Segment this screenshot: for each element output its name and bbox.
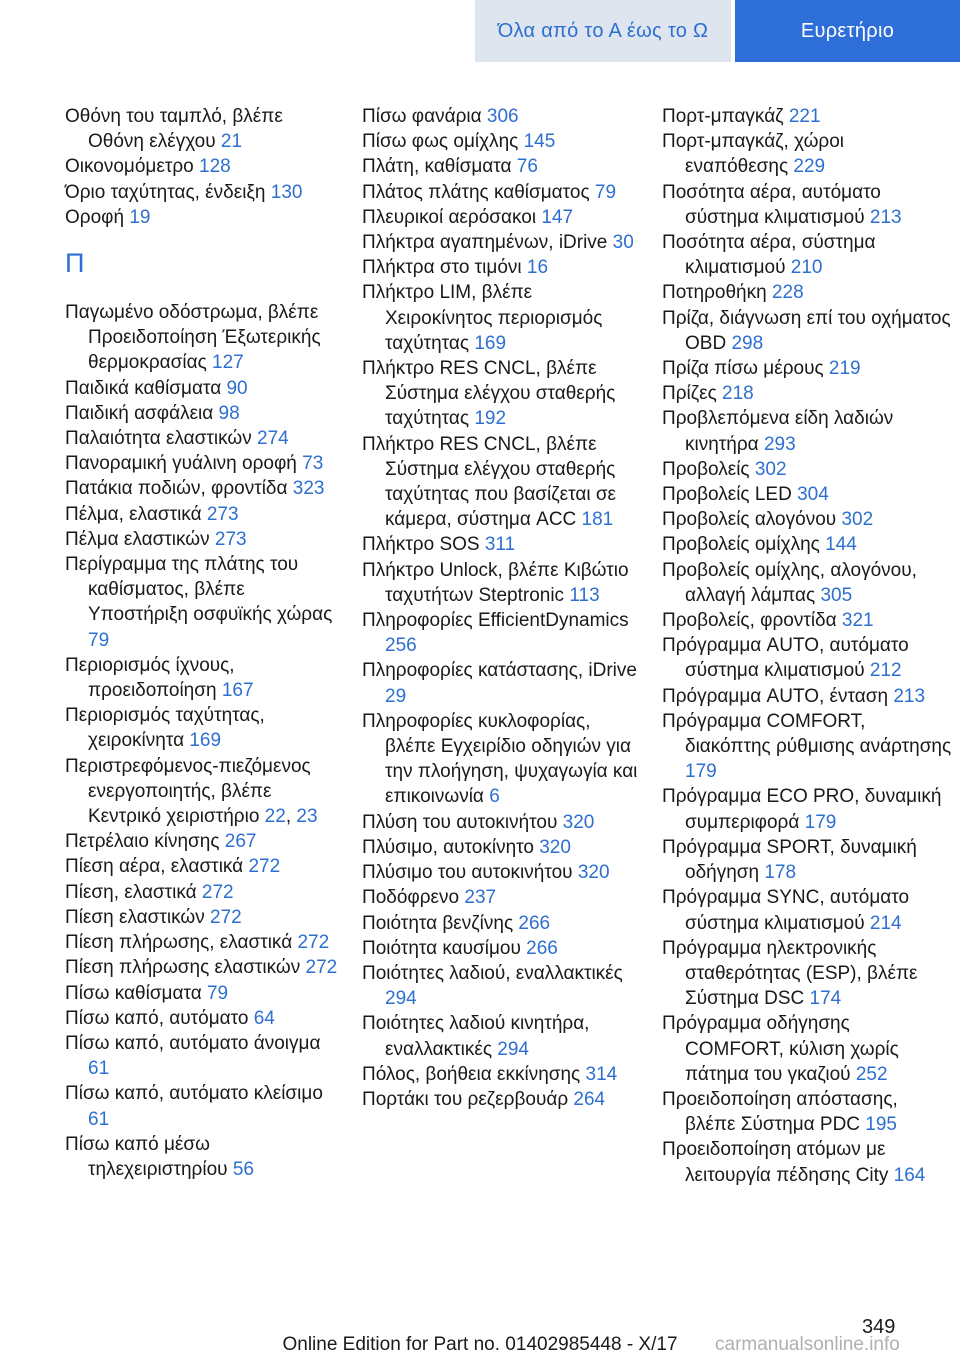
page-link[interactable]: 30 (612, 232, 634, 254)
entry-term: Πίσω καπό, αυτόματο κλείσιμο (65, 1083, 323, 1105)
entry-term: Πορτάκι του ρεζερβουάρ (362, 1088, 574, 1110)
index-entry (362, 230, 642, 255)
page-link[interactable]: 272 (248, 856, 281, 878)
index-entry (65, 1081, 343, 1131)
entry-term: Πλύσιμο, αυτοκίνητο (362, 836, 540, 858)
page-link[interactable]: 302 (754, 458, 787, 480)
entry-term: Ποδόφρενο (362, 887, 465, 909)
entry-term: Πανοραμική γυάλινη οροφή (65, 453, 303, 475)
page-link[interactable]: 174 (809, 988, 842, 1010)
index-entry (662, 936, 952, 1012)
index-entry (65, 1006, 343, 1031)
entry-term: Πίσω καπό, αυτόματο (65, 1007, 254, 1029)
entry-term: Οθόνη του ταμπλό, βλέπε Οθόνη ελέγχου (65, 106, 283, 153)
entry-term: Πορτ-μπαγκάζ, χώροι εναπόθεσης (662, 131, 845, 178)
index-entry (65, 880, 343, 905)
entry-term: Πρόγραμμα AUTO, ένταση (662, 685, 894, 707)
page-link[interactable]: 23 (296, 806, 318, 828)
page-link[interactable]: 320 (577, 862, 610, 884)
index-entry (362, 558, 642, 608)
entry-term: Προειδοποίηση ατόμων με λειτουργία πέδησης City (662, 1139, 894, 1186)
page-link[interactable]: 221 (788, 106, 821, 127)
index-entry (362, 936, 642, 961)
page-link[interactable]: 305 (820, 584, 853, 606)
entry-term: Πέλμα, ελαστικά (65, 503, 207, 525)
entry-term: Πρόγραμμα AUTO, αυτόματο σύστημα κλιματισμού (662, 635, 909, 682)
page-link[interactable]: 272 (201, 881, 234, 903)
entry-term: Πλάτος πλάτης καθίσματος (362, 181, 595, 203)
index-entry (362, 532, 642, 557)
footer-edition: Online Edition for Part no. 01402985448 - X/17 (282, 1334, 678, 1355)
entry-term: Πλήκτρο Unlock, βλέπε Κιβώτιο ταχυτήτων Steptronic (362, 559, 629, 606)
entry-term: Πρίζες (662, 383, 723, 405)
index-entry (65, 426, 343, 451)
index-entry (662, 457, 952, 482)
entry-term: Περιορισμός ίχνους, προειδοποίηση (65, 654, 235, 702)
index-entry (65, 653, 343, 703)
entry-term: Πίσω φανάρια (362, 106, 487, 127)
entry-term: Ποιότητες λαδιού, εναλλακτικές (362, 962, 623, 984)
entry-term: Περίγραμμα της πλάτης του καθίσματος, βλέπε Υποστήριξη οσφυϊκής χώρας (65, 554, 333, 626)
page-link[interactable]: 147 (541, 206, 574, 228)
entry-term: Πίσω καθίσματα (65, 982, 207, 1004)
index-entry (362, 154, 642, 179)
page-link[interactable]: 321 (841, 610, 874, 632)
section-tab-label: Όλα από το Α έως το Ω (497, 19, 709, 42)
entry-term: Πρόγραμμα οδήγησης COMFORT, κύλιση χωρίς πάτημα του γκαζιού (662, 1013, 899, 1085)
index-entry (662, 180, 952, 230)
entry-term: Όριο ταχύτητας, ένδειξη (65, 181, 271, 203)
index-entry (662, 482, 952, 507)
index-entry (362, 961, 642, 1011)
page-link[interactable]: 272 (305, 957, 338, 979)
page-link[interactable]: 21 (220, 131, 243, 153)
page-link[interactable]: 73 (302, 453, 324, 475)
page-link[interactable]: 213 (893, 685, 926, 707)
page-link[interactable]: 293 (763, 433, 796, 455)
index-entry (65, 905, 343, 930)
index-entry (662, 1087, 952, 1137)
index-entry (662, 104, 952, 129)
index-entry (362, 860, 642, 885)
index-entry (662, 885, 952, 935)
index-entry (662, 835, 952, 885)
index-entry (362, 280, 642, 356)
index-entry (65, 376, 343, 401)
page-link[interactable]: 320 (562, 811, 595, 833)
page-link[interactable]: 323 (292, 478, 325, 500)
index-entry (65, 300, 343, 376)
entry-term: Ποσότητα αέρα, σύστημα κλιματισμού (662, 232, 876, 279)
entry-term: Πλήκτρα στο τιμόνι (362, 257, 527, 279)
index-entry (662, 1137, 952, 1187)
entry-term: Πλήκτρο LIM, βλέπε Χειροκίνητος περιορισμός ταχύτητας (362, 282, 603, 354)
page-link[interactable]: 237 (464, 887, 497, 909)
index-entry (65, 703, 343, 753)
entry-term: Πορτ-μπαγκάζ (662, 106, 789, 127)
page-link[interactable]: 272 (297, 932, 330, 954)
index-entry (362, 911, 642, 936)
page-link[interactable]: 302 (841, 509, 874, 531)
page-link[interactable]: 164 (893, 1164, 926, 1186)
page-link[interactable]: 22 (264, 806, 286, 828)
index-entry (362, 1011, 642, 1061)
page-link[interactable]: 61 (88, 1058, 110, 1080)
index-entry (362, 104, 642, 129)
page-link[interactable]: 76 (516, 156, 538, 178)
page-link[interactable]: 79 (594, 181, 617, 203)
page-link[interactable]: 320 (539, 836, 571, 858)
page-link[interactable]: 178 (764, 862, 797, 884)
entry-term: Οικονομόμετρο (65, 156, 199, 178)
index-entry (662, 507, 952, 532)
index-entry (362, 835, 642, 860)
page-link[interactable]: 229 (793, 156, 826, 178)
index-entry (65, 502, 343, 527)
page-link[interactable]: 64 (253, 1007, 275, 1029)
entry-term: Πίεση πλήρωσης, ελαστικά (65, 932, 298, 954)
page-link[interactable]: 113 (569, 584, 600, 606)
page-link[interactable]: 304 (797, 484, 829, 506)
entry-term: Πίεση, ελαστικά (65, 881, 202, 903)
entry-term: Ποτηροθήκη (662, 282, 772, 304)
index-entry (662, 784, 952, 834)
index-column-2 (362, 104, 642, 1112)
page-link[interactable]: 167 (221, 680, 254, 702)
index-column-1 (65, 104, 343, 1182)
index-entry (362, 810, 642, 835)
index-entry (362, 356, 642, 432)
page-link[interactable]: 6 (489, 786, 500, 808)
index-entry (662, 129, 952, 179)
index-tab-label: Ευρετήριο (800, 19, 895, 42)
entry-term: Πέλμα ελαστικών (65, 528, 215, 550)
page-link[interactable]: 169 (474, 332, 507, 354)
entry-term: Προβολείς, φροντίδα (662, 610, 842, 632)
index-entry (662, 532, 952, 557)
index-entry (65, 552, 343, 653)
page-link[interactable]: 218 (722, 383, 754, 405)
entry-term: Ποιότητα βενζίνης (362, 912, 519, 934)
index-entry (362, 1087, 642, 1112)
page-link[interactable]: 128 (199, 156, 231, 178)
index-entry (662, 633, 952, 683)
page-link[interactable]: 16 (526, 257, 549, 279)
page-link[interactable]: 298 (731, 332, 764, 354)
page-link[interactable]: 266 (526, 937, 558, 959)
index-entry (65, 154, 343, 179)
entry-term: Πετρέλαιο κίνησης (65, 831, 225, 853)
page-link[interactable]: 213 (869, 206, 902, 228)
index-entry (65, 401, 343, 426)
page-link[interactable]: 181 (581, 509, 614, 531)
entry-term: Πρόγραμμα SYNC, αυτόματο σύστημα κλιματισμού (662, 887, 910, 934)
page-link[interactable]: 179 (685, 761, 717, 783)
index-entry (362, 1062, 642, 1087)
entry-term: Πλάτη, καθίσματα (362, 156, 517, 178)
index-entry (662, 406, 952, 456)
page-link[interactable]: 212 (869, 660, 902, 682)
index-entry (662, 381, 952, 406)
page-link[interactable]: 256 (385, 635, 417, 657)
index-entry (362, 432, 642, 533)
page-link[interactable]: 192 (474, 408, 507, 430)
index-entry (65, 955, 343, 980)
page-link[interactable]: 19 (129, 206, 151, 228)
entry-term: Πρόγραμμα COMFORT, διακόπτης ρύθμισης ανάρτησης (662, 710, 952, 758)
entry-term: Πλευρικοί αερόσακοι (362, 206, 542, 228)
entry-term: Προειδοποίηση απόστασης, βλέπε Σύστημα PDC (662, 1088, 898, 1136)
index-entry (662, 306, 952, 356)
page-link[interactable]: 145 (523, 131, 556, 153)
entry-term: Πρίζα πίσω μέρους (662, 358, 829, 380)
page-link[interactable]: 214 (869, 912, 902, 934)
watermark: carmanualsonline.info (715, 1334, 900, 1355)
index-entry (65, 829, 343, 854)
entry-term: Περιστρεφόμενος-πιεζόμενος ενεργοποιητής, βλέπε Κεντρικό χειριστήριο (65, 755, 311, 828)
page-link[interactable]: 79 (88, 629, 110, 651)
index-entry (362, 709, 642, 810)
entry-term: Πλήκτρο RES CNCL, βλέπε Σύστημα ελέγχου σταθερής ταχύτητας (362, 358, 616, 430)
entry-term: Προβλεπόμενα είδη λαδιών κινητήρα (662, 408, 894, 455)
entry-term: Πλήκτρα αγαπημένων, iDrive (362, 232, 613, 254)
index-entry (65, 180, 343, 205)
entry-term: Πίσω καπό, αυτόματο άνοιγμα (65, 1032, 321, 1054)
index-entry (65, 476, 343, 501)
index-entry (65, 1031, 343, 1081)
page-link[interactable]: 252 (855, 1063, 888, 1085)
index-entry (362, 255, 642, 280)
index-entry (662, 1011, 952, 1087)
page-link[interactable]: 130 (270, 181, 303, 203)
entry-term: Πληροφορίες EfficientDynamics (362, 610, 629, 632)
index-entry (65, 1132, 343, 1182)
index-entry (662, 356, 952, 381)
page-link[interactable]: 219 (828, 358, 861, 380)
index-entry (362, 205, 642, 230)
entry-term: Πληροφορίες κατάστασης, iDrive (362, 660, 637, 682)
entry-term: Ποσότητα αέρα, αυτόματο σύστημα κλιματισμού (662, 181, 881, 228)
entry-term: Πλήκτρο SOS (362, 534, 485, 556)
page-link[interactable]: 210 (790, 257, 823, 279)
entry-term: Πληροφορίες κυκλοφορίας, βλέπε Εγχειρίδιο οδηγιών για την πλοήγηση, ψυχαγωγία και επικοινωνία (362, 710, 638, 808)
page-link[interactable]: 266 (518, 912, 551, 934)
entry-term: Πρόγραμμα ηλεκτρονικής σταθερότητας (ESP), βλέπε Σύστημα DSC (662, 937, 918, 1010)
entry-term: Πίσω φως ομίχλης (362, 131, 524, 153)
page-number: 349 (862, 1316, 896, 1338)
index-entry (65, 930, 343, 955)
entry-term: Προβολείς ομίχλης (662, 534, 826, 556)
page-link[interactable]: 98 (218, 402, 240, 424)
entry-term: Πρόγραμμα SPORT, δυναμική οδήγηση (662, 836, 917, 884)
entry-term: Ποιότητες λαδιού κινητήρα, εναλλακτικές (362, 1013, 590, 1060)
page-link[interactable]: 273 (214, 528, 247, 550)
index-entry (65, 527, 343, 552)
page-link[interactable]: 127 (212, 352, 244, 374)
index-entry (362, 180, 642, 205)
page-link[interactable]: 179 (804, 811, 837, 833)
entry-term: Πίσω καπό μέσω τηλεχειριστηρίου (65, 1133, 233, 1180)
entry-term: Πόλος, βοήθεια εκκίνησης (362, 1063, 586, 1085)
index-entry (65, 205, 343, 230)
header-bar (0, 0, 960, 62)
entry-term: Πλήκτρο RES CNCL, βλέπε Σύστημα ελέγχου σταθερής ταχύτητας που βασίζεται σε κάμερα, σύστημα ACC (362, 433, 617, 531)
section-letter: Π (65, 248, 85, 279)
entry-term: Παιδική ασφάλεια (65, 402, 219, 424)
page-link[interactable]: 90 (226, 377, 248, 399)
entry-term: Περιορισμός ταχύτητας, χειροκίνητα (65, 705, 265, 752)
index-tab[interactable] (735, 0, 960, 62)
page-link[interactable]: 195 (865, 1114, 897, 1136)
index-entry (662, 230, 952, 280)
index-entry (65, 451, 343, 476)
entry-term: Παιδικά καθίσματα (65, 377, 227, 399)
entry-term: Προβολείς LED (662, 484, 798, 506)
entry-term: Πλύσιμο του αυτοκινήτου (362, 862, 578, 884)
index-entry (362, 129, 642, 154)
entry-term: Ποιότητα καυσίμου (362, 937, 527, 959)
index-entry: Περιστρεφόμενος-πιεζόμενος ενεργοποιητής, βλέπε Κεντρικό χειριστήριο 22, 23 (65, 755, 318, 828)
page-link[interactable]: 61 (88, 1108, 110, 1130)
page-link[interactable]: 311 (484, 534, 516, 556)
entry-term: Πλύση του αυτοκινήτου (362, 811, 563, 833)
index-entry (362, 885, 642, 910)
page-link[interactable]: 314 (585, 1063, 618, 1085)
entry-term: Πίεση ελαστικών (65, 906, 210, 928)
page-link[interactable]: 79 (206, 982, 229, 1004)
page-link[interactable]: 273 (206, 503, 239, 525)
entry-term: Πίεση πλήρωσης ελαστικών (65, 957, 306, 979)
page-link[interactable]: 267 (224, 831, 257, 853)
index-entry (65, 854, 343, 879)
index-entry (662, 280, 952, 305)
entry-term: Προβολείς ομίχλης, αλογόνου, αλλαγή λάμπας (662, 559, 917, 606)
entry-term: Προβολείς (662, 458, 755, 480)
index-entry (662, 558, 952, 608)
entry-term: Παλαιότητα ελαστικών (65, 428, 257, 450)
page-link[interactable]: 228 (771, 282, 804, 304)
entry-term: Παγωμένο οδόστρωμα, βλέπε Προειδοποίηση Έξωτερικής θερμοκρασίας (65, 302, 321, 374)
page-link[interactable]: 294 (385, 988, 417, 1010)
index-entry (65, 104, 343, 154)
index-entry (362, 658, 642, 708)
entry-term: Πίεση αέρα, ελαστικά (65, 856, 249, 878)
entry-term: Πρόγραμμα ECO PRO, δυναμική συμπεριφορά (662, 786, 942, 833)
page-link[interactable]: 144 (825, 534, 857, 556)
page-link[interactable]: 272 (210, 906, 242, 928)
section-tab[interactable] (475, 0, 731, 62)
entry-term: Πατάκια ποδιών, φροντίδα (65, 478, 293, 500)
index-entry (362, 608, 642, 658)
index-entry (65, 981, 343, 1006)
page-link[interactable]: 274 (257, 428, 289, 450)
entry-term: Προβολείς αλογόνου (662, 509, 842, 531)
index-column-3 (662, 104, 952, 1188)
page-link[interactable]: 306 (486, 106, 519, 127)
entry-term: Οροφή (65, 206, 130, 228)
page-link[interactable]: 264 (573, 1088, 606, 1110)
entry-term: Πρίζα, διάγνωση επί του οχήματος OBD (662, 307, 951, 354)
page-link[interactable]: 29 (385, 685, 407, 707)
page-link[interactable]: 56 (232, 1158, 254, 1180)
index-entry (662, 608, 952, 633)
page-link[interactable]: 294 (497, 1038, 529, 1060)
index-entry (662, 684, 952, 709)
page-link[interactable]: 169 (189, 730, 222, 752)
index-entry (662, 709, 952, 785)
